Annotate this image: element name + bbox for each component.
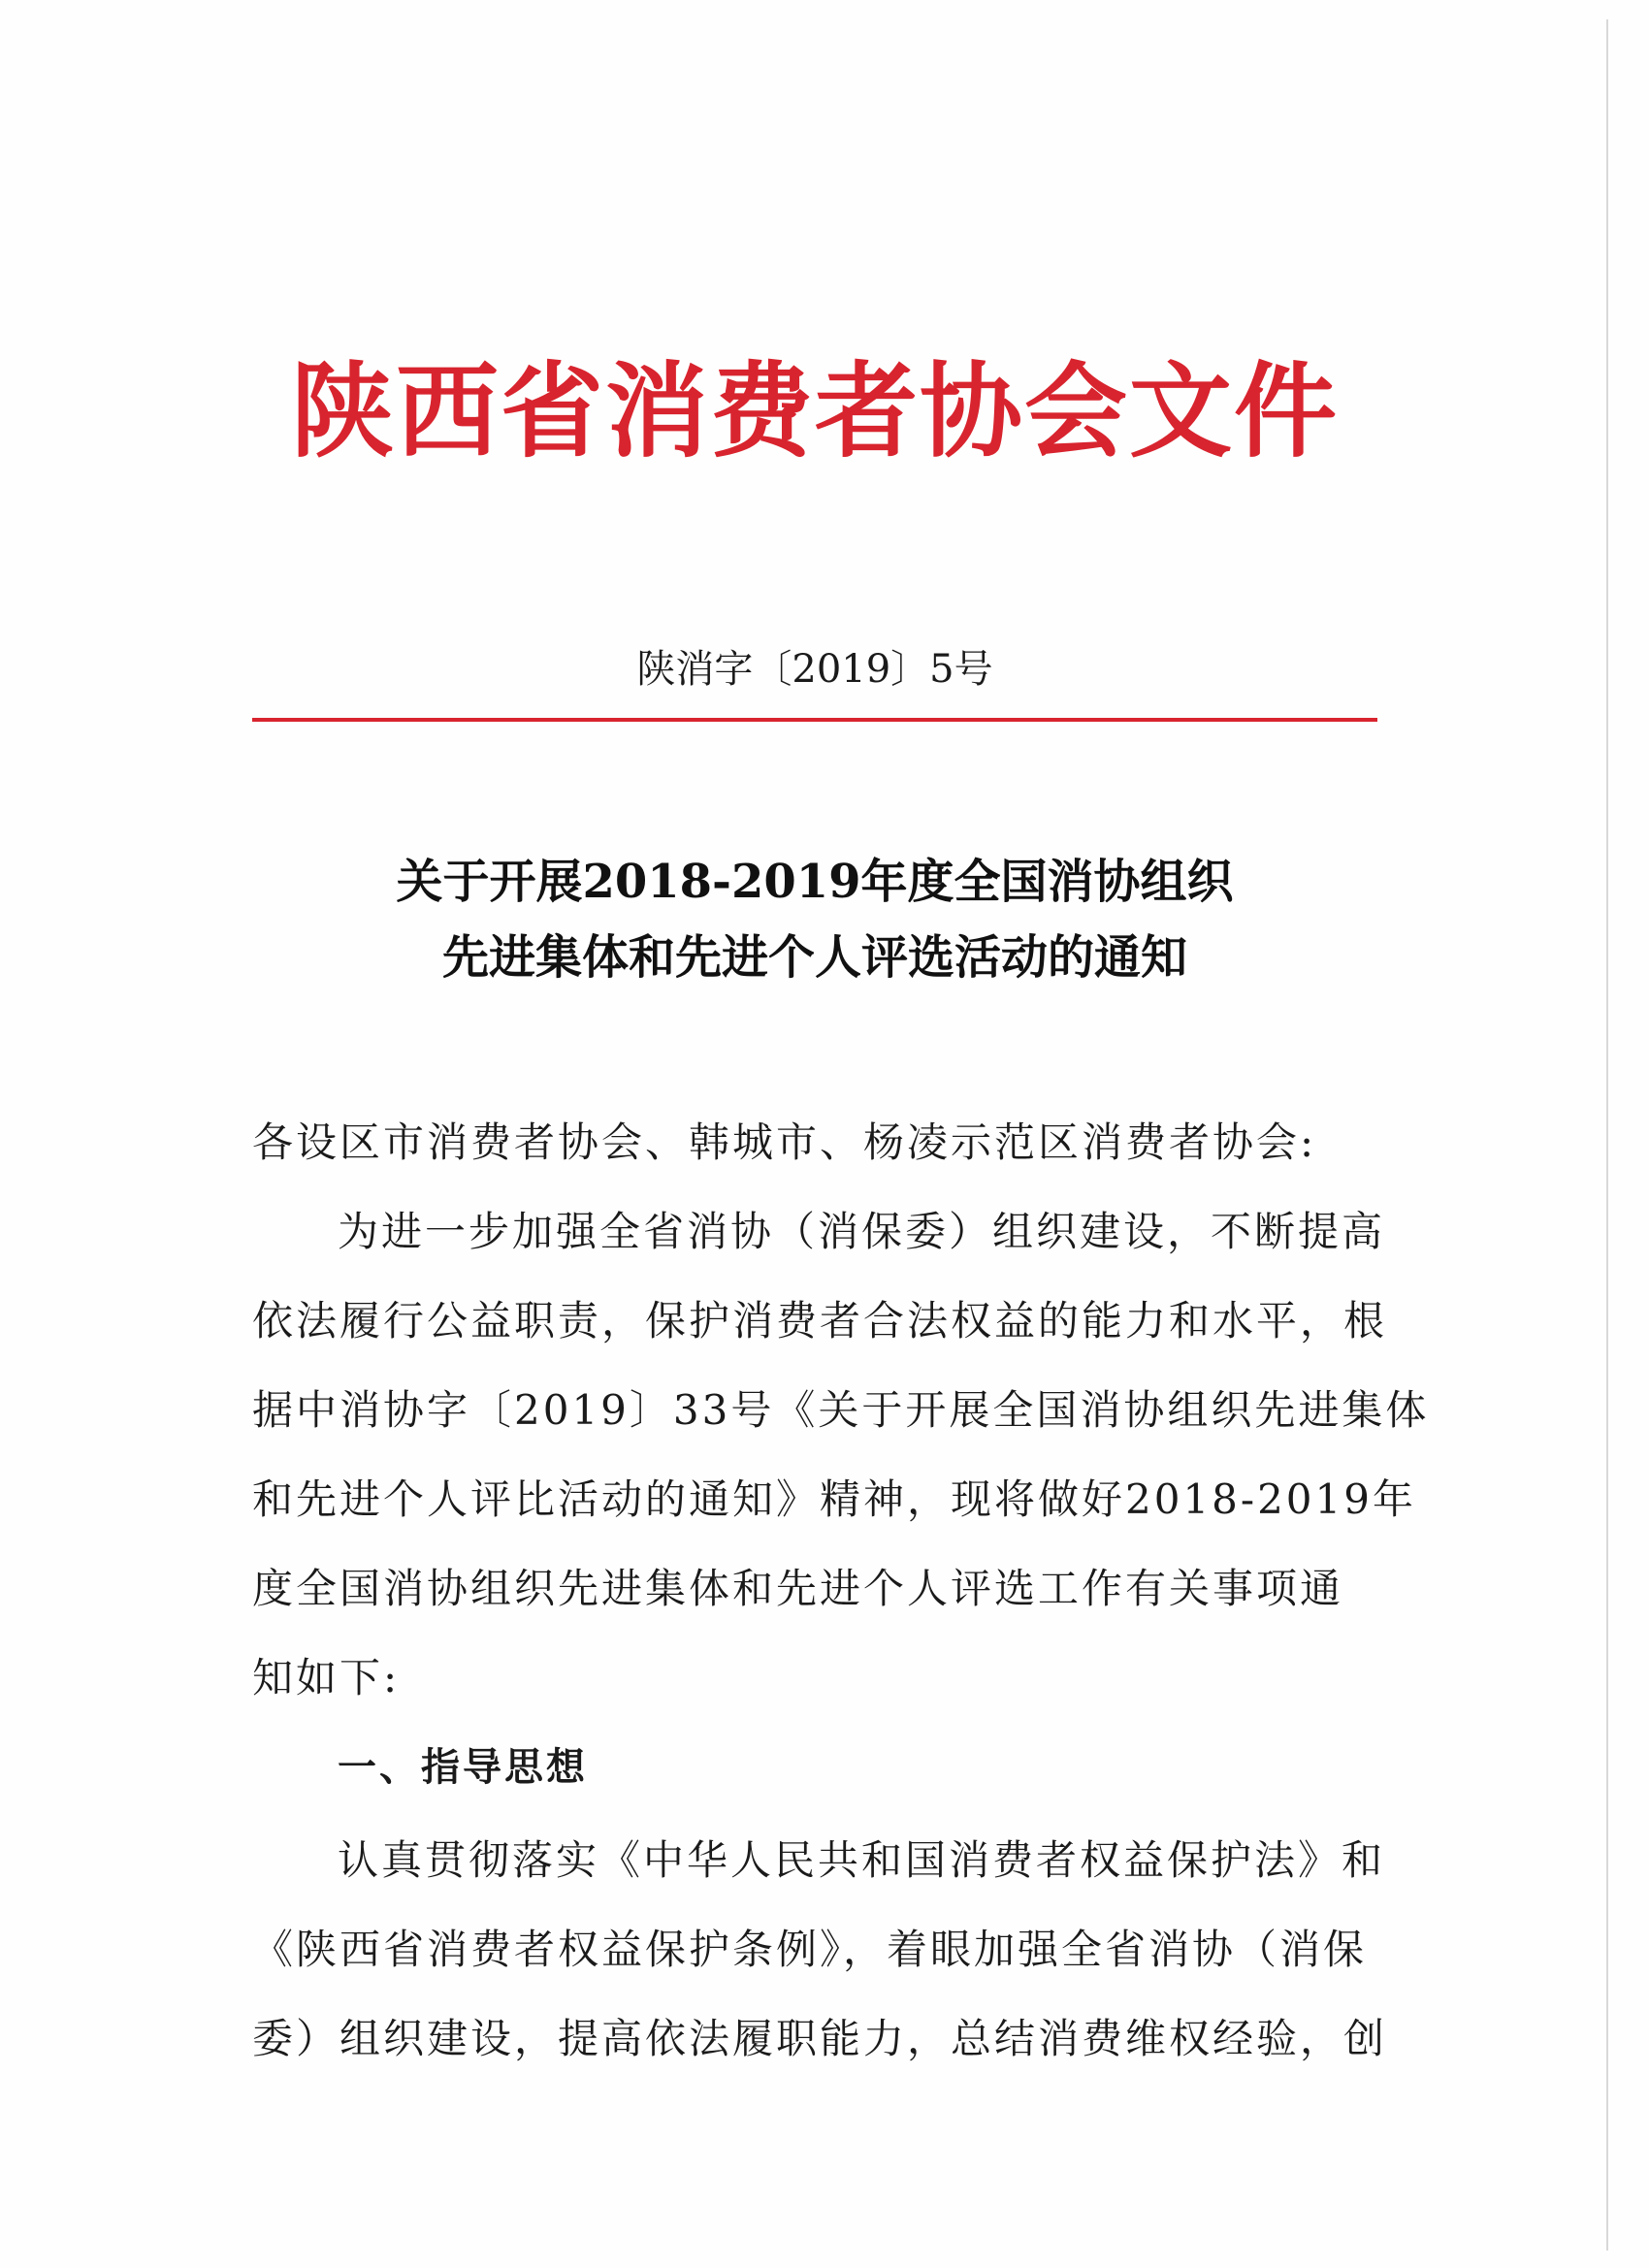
section-1-line-3: 委）组织建设，提高依法履职能力，总结消费维权经验，创 xyxy=(252,2015,1388,2062)
section-1-line-1: 认真贯彻落实《中华人民共和国消费者权益保护法》和 xyxy=(338,1836,1386,1884)
addressee-line: 各设区市消费者协会、韩城市、杨凌示范区消费者协会: xyxy=(252,1118,1317,1166)
red-divider-rule xyxy=(252,718,1377,722)
document-title-line-1: 关于开展2018-2019年度全国消协组织 xyxy=(396,855,1234,909)
document-title xyxy=(252,844,1377,995)
paragraph-1-line-5: 度全国消协组织先进集体和先进个人评选工作有关事项通 xyxy=(252,1565,1344,1612)
document-number: 陕消字〔2019〕5号 xyxy=(636,647,993,692)
document-title-line-2: 先进集体和先进个人评选活动的通知 xyxy=(441,930,1187,985)
paragraph-1-line-2: 依法履行公益职责，保护消费者合法权益的能力和水平，根 xyxy=(252,1297,1388,1345)
section-1-line-2: 《陕西省消费者权益保护条例》，着眼加强全省消协（消保 xyxy=(252,1926,1368,1973)
paragraph-1-line-3: 据中消协字〔2019〕33号《关于开展全国消协组织先进集体 xyxy=(252,1386,1430,1434)
paragraph-1-line-4: 和先进个人评比活动的通知》精神，现将做好2018-2019年 xyxy=(252,1475,1416,1523)
section-1-heading: 一、指导思想 xyxy=(338,1745,588,1790)
org-header-title: 陕西省消费者协会文件 xyxy=(291,352,1339,471)
page-edge-line xyxy=(1606,19,1608,2251)
paragraph-1-line-6: 知如下: xyxy=(252,1654,401,1701)
paragraph-1-line-1: 为进一步加强全省消协（消保委）组织建设，不断提高 xyxy=(338,1208,1386,1255)
